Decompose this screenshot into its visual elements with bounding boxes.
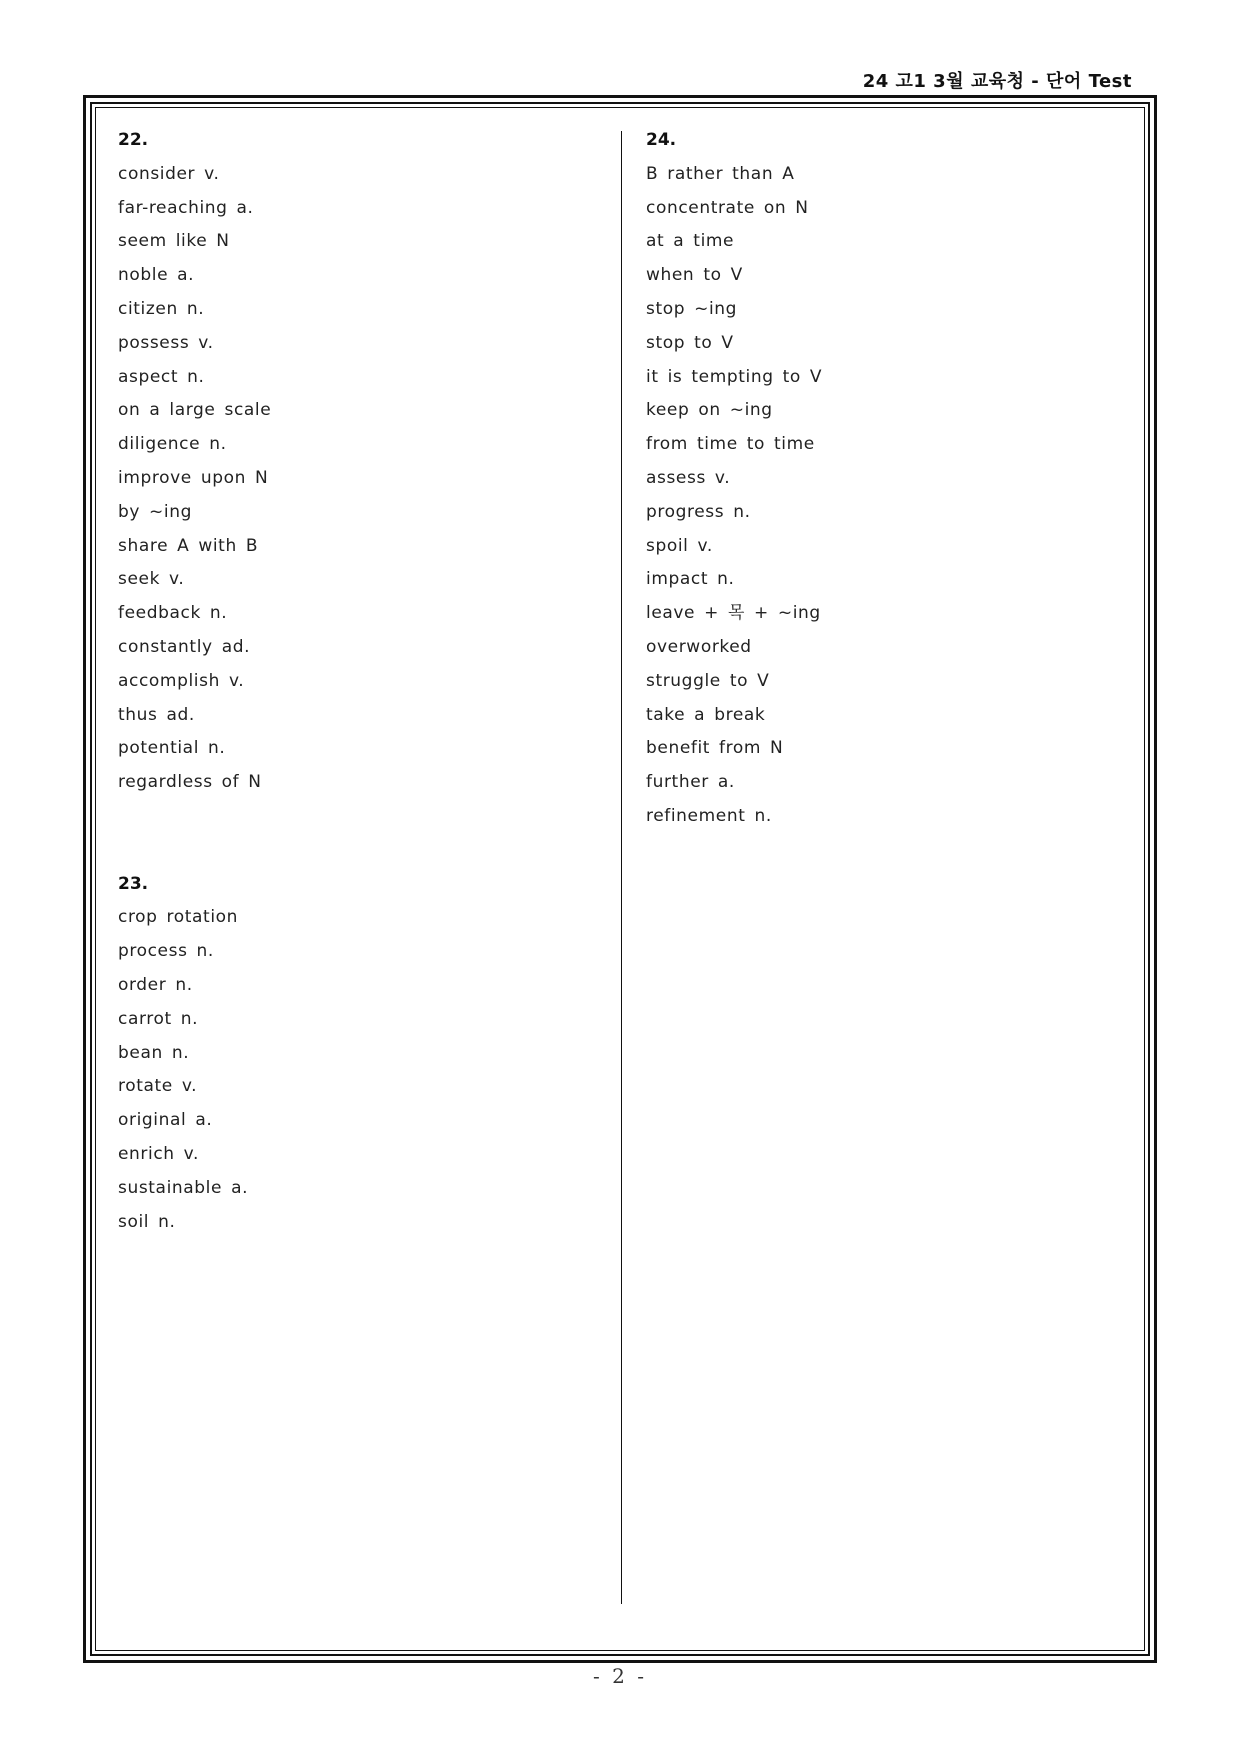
- word-item: impact n.: [646, 569, 735, 590]
- word-item: far-reaching a.: [118, 197, 254, 218]
- word-item: process n.: [118, 941, 214, 962]
- section-heading: 22.: [118, 130, 149, 150]
- word-item: thus ad.: [118, 704, 195, 725]
- word-item: assess v.: [646, 467, 731, 488]
- word-item: take a break: [646, 704, 766, 725]
- word-item: from time to time: [646, 434, 815, 455]
- column-divider: [621, 131, 622, 1604]
- section-22: [118, 124, 271, 800]
- word-item: carrot n.: [118, 1008, 199, 1029]
- word-item: when to V: [646, 265, 743, 286]
- right-column: [646, 124, 822, 834]
- section-23: [118, 868, 271, 1240]
- word-item: at a time: [646, 231, 735, 252]
- document-title: 24 고1 3월 교육청 - 단어 Test: [862, 71, 1132, 92]
- word-item: aspect n.: [118, 366, 205, 387]
- word-item: leave + 목 + ~ing: [646, 603, 821, 624]
- word-item: on a large scale: [118, 400, 272, 421]
- word-item: B rather than A: [646, 163, 795, 184]
- word-item: sustainable a.: [118, 1177, 249, 1198]
- word-item: further a.: [646, 772, 735, 793]
- section-heading: 23.: [118, 873, 149, 894]
- word-item: share A with B: [118, 535, 259, 556]
- word-item: potential n.: [118, 738, 226, 759]
- word-item: soil n.: [118, 1211, 176, 1232]
- word-item: constantly ad.: [118, 636, 251, 657]
- word-item: rotate v.: [118, 1076, 198, 1097]
- word-item: stop ~ing: [646, 298, 738, 319]
- word-item: seek v.: [118, 569, 185, 590]
- word-item: diligence n.: [118, 434, 227, 455]
- word-item: by ~ing: [118, 501, 192, 522]
- word-item: benefit from N: [646, 738, 784, 759]
- word-item: accomplish v.: [118, 670, 245, 691]
- word-item: noble a.: [118, 265, 195, 286]
- section-24: [646, 124, 822, 834]
- word-item: original a.: [118, 1110, 213, 1131]
- word-item: feedback n.: [118, 603, 228, 624]
- left-column: [118, 124, 271, 1239]
- word-item: possess v.: [118, 332, 214, 353]
- word-item: spoil v.: [646, 535, 713, 556]
- word-item: it is tempting to V: [646, 366, 823, 387]
- section-heading: 24.: [646, 130, 677, 150]
- word-item: improve upon N: [118, 467, 269, 488]
- word-item: progress n.: [646, 501, 751, 522]
- word-item: refinement n.: [646, 805, 772, 826]
- word-item: crop rotation: [118, 907, 239, 928]
- word-item: citizen n.: [118, 298, 205, 319]
- word-item: consider v.: [118, 163, 220, 184]
- word-item: struggle to V: [646, 670, 770, 691]
- word-item: stop to V: [646, 332, 734, 353]
- word-item: bean n.: [118, 1042, 190, 1063]
- word-item: keep on ~ing: [646, 400, 773, 421]
- word-item: regardless of N: [118, 772, 262, 793]
- word-item: seem like N: [118, 231, 230, 252]
- word-item: enrich v.: [118, 1143, 200, 1164]
- word-item: overworked: [646, 636, 752, 657]
- page-number: - 2 -: [593, 1664, 647, 1688]
- word-item: order n.: [118, 974, 193, 995]
- word-item: concentrate on N: [646, 197, 809, 218]
